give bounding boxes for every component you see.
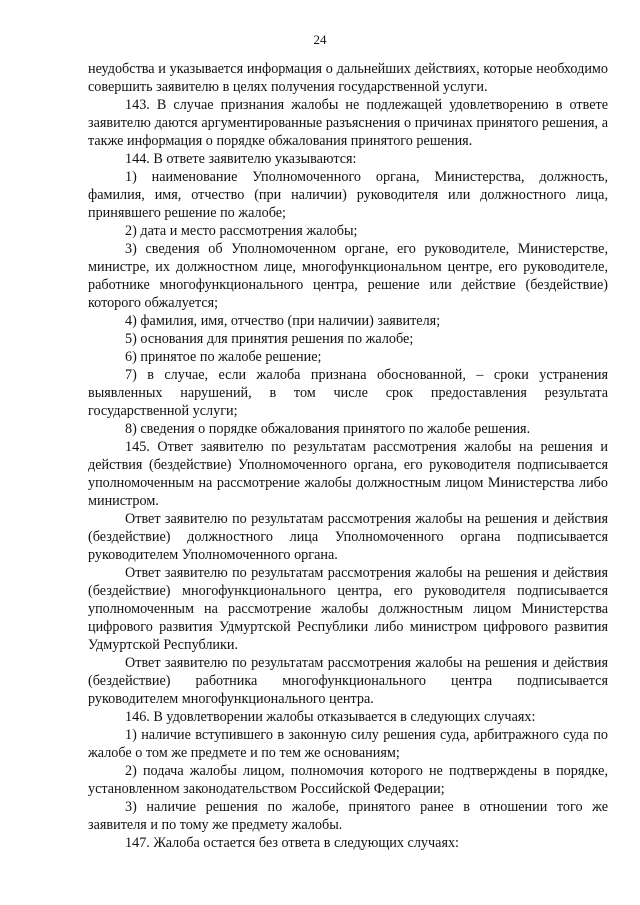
page-number: 24 [313, 32, 327, 47]
list-item-144-3: 3) сведения об Уполномоченном органе, его руководителе, Министерстве, министре, их должностном лице, многофункциональном центре, его руководителе, работнике многофункционального центра, решение или действие (бездействие) которого обжалуется; [88, 241, 608, 311]
list-item-144-2: 2) дата и место рассмотрения жалобы; [125, 223, 358, 239]
list-item-144-8: 8) сведения о порядке обжалования принятого по жалобе решения. [125, 421, 531, 437]
document-body [88, 60, 608, 852]
paragraph-147: 147. Жалоба остается без ответа в следующих случаях: [125, 835, 460, 851]
paragraph-144: 144. В ответе заявителю указываются: [125, 151, 357, 167]
list-item-146-2: 2) подача жалобы лицом, полномочия которого не подтверждены в порядке, установленном законодательством Российской Федерации; [88, 763, 608, 797]
list-item-146-3: 3) наличие решения по жалобе, принятого ранее в отношении того же заявителя и по тому же предмету жалобы. [88, 799, 608, 833]
list-item-144-5: 5) основания для принятия решения по жалобе; [125, 331, 414, 347]
list-item-144-4: 4) фамилия, имя, отчество (при наличии) заявителя; [125, 313, 441, 329]
list-item-144-6: 6) принятое по жалобе решение; [125, 349, 322, 365]
paragraph-143: 143. В случае признания жалобы не подлежащей удовлетворению в ответе заявителю даются аргументированные разъяснения о причинах принятого решения, а также информация о порядке обжалования принятого решения. [88, 97, 608, 149]
paragraph-145-official: Ответ заявителю по результатам рассмотрения жалобы на решения и действия (бездействие) должностного лица Уполномоченного органа подписывается руководителем Уполномоченного органа. [88, 511, 608, 563]
list-item-146-1: 1) наличие вступившего в законную силу решения суда, арбитражного суда по жалобе о том же предмете и по тем же основаниям; [88, 727, 608, 761]
paragraph-continuation: неудобства и указывается информация о дальнейших действиях, которые необходимо совершить заявителю в целях получения государственной услуги. [88, 61, 608, 95]
paragraph-145-mfc: Ответ заявителю по результатам рассмотрения жалобы на решения и действия (бездействие) многофункционального центра, его руководителя подписывается уполномоченным на рассмотрение жалобы должностным лицом Министерства цифрового развития Удмуртской Республики либо министром цифрового развития Удмуртской Республики. [88, 565, 608, 653]
list-item-144-7: 7) в случае, если жалоба признана обоснованной, – сроки устранения выявленных нарушений, в том числе срок предоставления результата государственной услуги; [88, 367, 608, 419]
paragraph-146: 146. В удовлетворении жалобы отказывается в следующих случаях: [125, 709, 536, 725]
list-item-144-1: 1) наименование Уполномоченного органа, Министерства, должность, фамилия, имя, отчество (при наличии) руководителя или должностного лица, принявшего решение по жалобе; [88, 169, 608, 221]
paragraph-145: 145. Ответ заявителю по результатам рассмотрения жалобы на решения и действия (бездействие) Уполномоченного органа, его руководителя подписывается уполномоченным на рассмотрение жалобы должностным лицом Министерства либо министром. [88, 439, 608, 509]
paragraph-145-mfc-worker: Ответ заявителю по результатам рассмотрения жалобы на решения и действия (бездействие) работника многофункционального центра подписывается руководителем многофункционального центра. [88, 655, 608, 707]
